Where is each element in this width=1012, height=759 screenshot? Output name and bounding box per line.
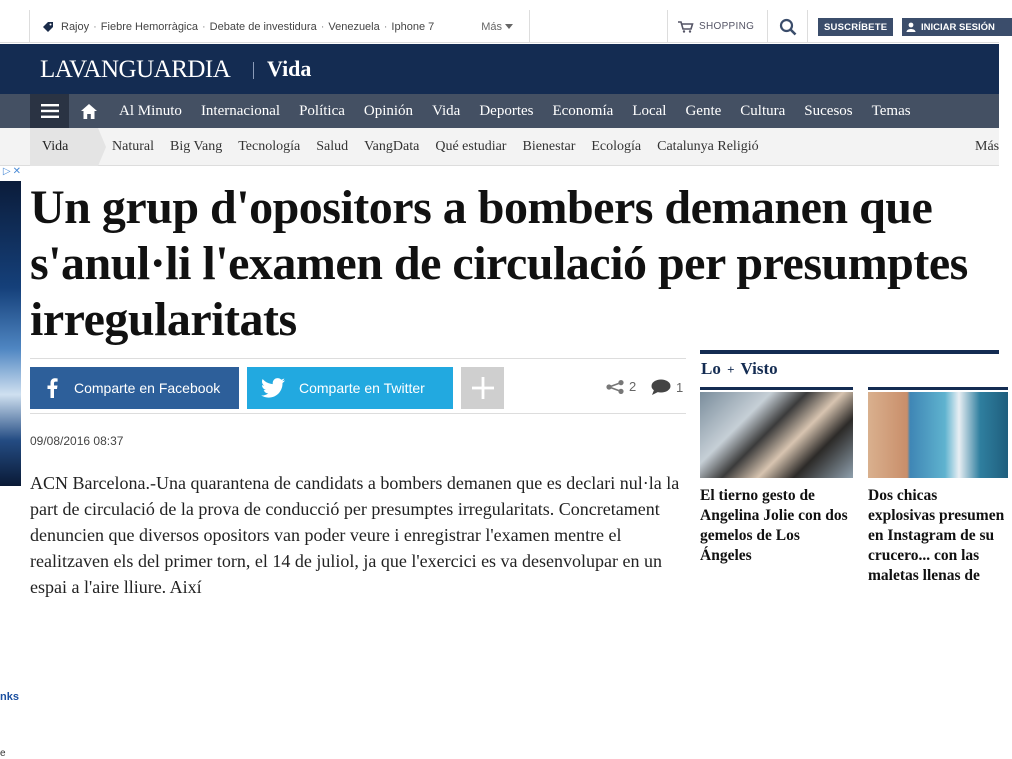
share-counter[interactable] [606,379,636,394]
nav-item[interactable]: Opinión [363,102,414,119]
subnav-item[interactable]: Qué estudiar [435,139,507,154]
share-twitter-button[interactable] [247,367,453,409]
ad-text: e [0,748,6,759]
nav-item[interactable]: Vida [432,102,461,119]
arrow-shape [98,128,106,166]
separator: · [93,20,97,33]
divider [667,10,668,43]
shopping-label: SHOPPING [699,21,755,32]
publish-date: 09/08/2016 08:37 [30,434,124,448]
subnav-item[interactable]: Bienestar [522,139,576,154]
trending-topics [42,10,513,43]
main-nav-items [119,94,911,128]
subnav-item[interactable]: Ecología [591,139,642,154]
card-image[interactable] [700,392,853,478]
subnav-item[interactable]: Natural [112,139,154,154]
chevron-down-icon [505,24,513,29]
most-viewed-panel [700,350,1005,596]
subnav-item[interactable]: VangData [364,139,420,154]
panel-title-part: Visto [740,359,778,378]
panel-title-part: + [727,362,735,377]
nav-item[interactable]: Política [299,102,345,119]
home-button[interactable] [70,94,108,128]
divider [807,10,808,43]
divider [29,10,30,43]
card-title[interactable]: El tierno gesto de Angelina Jolie con dos gemelos de Los Ángeles [700,487,848,564]
card-image[interactable] [868,392,1008,478]
subnav-current-section[interactable]: Vida [30,128,98,166]
more-share-button[interactable] [461,367,504,409]
share-count-value: 2 [629,379,637,394]
nav-item[interactable]: Gente [685,102,722,119]
divider [767,10,768,43]
divider [253,62,254,79]
subnav-item[interactable]: Catalunya Religió [657,139,759,154]
nav-item[interactable]: Internacional [200,102,281,119]
subscribe-button[interactable]: SUSCRÍBETE [818,18,893,36]
share-bar [30,358,686,414]
search-icon[interactable] [779,18,797,36]
top-utility-bar [0,10,999,43]
share-icon [606,380,624,394]
divider [700,387,853,390]
more-label: Más [481,20,503,33]
comment-icon [651,379,671,395]
nav-item[interactable]: Economía [552,102,614,119]
card-title[interactable]: Dos chicas explosivas presumen en Instagram de su crucero... con las maletas llenas de [868,487,1005,584]
section-title[interactable]: Vida [267,56,312,81]
site-logo[interactable]: LAVANGUARDIA [40,56,231,83]
home-icon [81,104,97,119]
cart-icon [678,21,693,33]
article-body: ACN Barcelona.-Una quarantena de candidats a bombers demanen que es declari nul·la la part de circulació de la prova de conducció per presumptes irregularitats. Concretament denuncien que diversos opositors van poder veure i enregistrar l'examen mentre el realitzaven els del primer torn, el 14 de juliol, ja que l'exercici es va desenvolupar en un espai a l'aire lliure. Així [30,473,680,597]
shopping-link[interactable] [678,10,754,43]
twitter-icon [247,378,299,398]
side-ad[interactable] [0,166,21,759]
share-facebook-button[interactable] [30,367,239,409]
panel-title-part: Lo [701,359,721,378]
trending-link[interactable]: Venezuela [328,20,380,33]
panel-title [701,359,778,379]
ad-controls [0,166,21,180]
menu-button[interactable] [30,94,69,128]
tag-icon [42,21,54,33]
twitter-label: Comparte en Twitter [299,380,425,396]
nav-item[interactable]: Temas [871,102,911,119]
brand-bar [0,44,999,94]
subnav-item[interactable]: Salud [316,139,349,154]
subnav-items [112,128,759,166]
sub-nav [0,128,999,166]
trending-link[interactable]: Rajoy [61,20,90,33]
ad-info-icon[interactable]: ▷ [2,166,11,177]
trending-link[interactable]: Debate de investidura [209,20,317,33]
subnav-more[interactable]: Más [975,139,1000,154]
most-viewed-card[interactable] [868,387,1008,586]
most-viewed-card[interactable] [700,387,853,566]
comment-count-value: 1 [676,379,684,395]
nav-item[interactable]: Sucesos [804,102,853,119]
separator: · [202,20,206,33]
hamburger-icon [41,104,59,118]
user-icon [906,22,916,32]
separator: · [320,20,325,33]
nav-item[interactable]: Cultura [740,102,786,119]
main-nav [0,94,999,128]
subnav-item[interactable]: Tecnología [238,139,301,154]
facebook-icon [30,378,74,398]
comment-counter[interactable] [651,379,683,395]
close-icon[interactable]: ✕ [12,166,21,177]
subnav-item[interactable]: Big Vang [169,139,223,154]
ad-image[interactable] [0,181,21,486]
nav-item[interactable]: Al Minuto [119,102,182,119]
nav-item[interactable]: Deportes [479,102,534,119]
divider [700,350,999,354]
separator: · [383,20,388,33]
nav-item[interactable]: Local [632,102,667,119]
divider [529,10,530,43]
login-button[interactable] [902,18,1012,36]
login-label: INICIAR SESIÓN [921,21,995,33]
more-topics-dropdown[interactable] [481,21,513,33]
facebook-label: Comparte en Facebook [74,380,221,396]
trending-link[interactable]: Iphone 7 [391,20,435,33]
ad-text: nks [0,691,19,703]
trending-link[interactable]: Fiebre Hemorràgica [100,20,198,33]
divider [868,387,1008,390]
plus-icon [472,377,494,399]
article-headline: Un grup d'opositors a bombers demanen que s'anul·li l'examen de circulació per presumptes irregularitats [30,181,968,346]
